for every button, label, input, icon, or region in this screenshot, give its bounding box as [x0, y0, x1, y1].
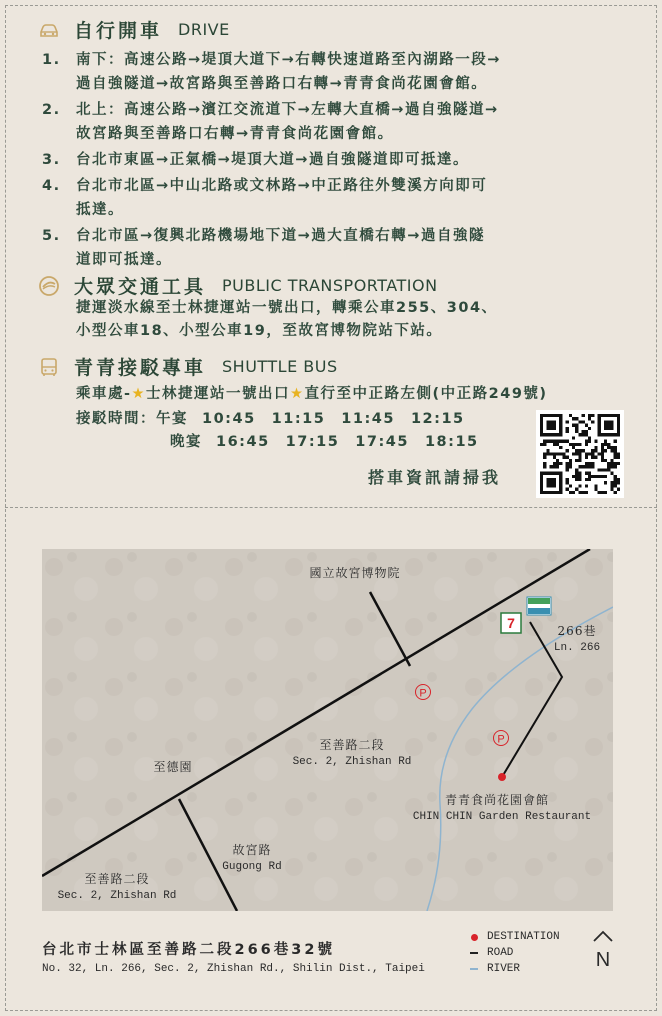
- north-label: N: [595, 949, 611, 971]
- drive-title-en: DRIVE: [178, 20, 230, 39]
- dinner-times-line: [170, 430, 479, 451]
- map-label-zhishan-zh: 至善路二段: [319, 738, 385, 752]
- drive-title-zh: 自行開車: [74, 20, 163, 42]
- direction-line: 南下：高速公路→堤頂大道下→右轉快速道路至內湖路一段→: [76, 52, 501, 68]
- map-label-lane-en: Ln. 266: [553, 642, 601, 654]
- qr-code[interactable]: [536, 410, 624, 498]
- road-line-icon: [470, 952, 478, 954]
- store-label: 7: [507, 615, 515, 631]
- item-number: 1.: [42, 52, 61, 68]
- direction-line: 故宮路與至善路口右轉→青青食尚花園會館。: [76, 126, 394, 142]
- pickup-place: 士林捷運站一號出口: [146, 386, 291, 402]
- lunch-label: 午宴: [156, 411, 188, 427]
- map-label-zhishan2-zh: 至善路二段: [84, 872, 150, 886]
- map-label-gugong-zh: 故宮路: [232, 843, 272, 857]
- map-roads: [42, 549, 613, 911]
- parking-icon: P: [497, 733, 505, 746]
- shuttle-header: [38, 353, 338, 380]
- address-zh: 台北市士林區至善路二段266巷32號: [42, 942, 335, 958]
- river-line-icon: [470, 968, 478, 970]
- dinner-times: 16:45 17:15 17:45 18:15: [216, 434, 479, 450]
- transport-line: 小型公車18、小型公車19，至故宮博物院站下站。: [76, 323, 443, 339]
- bus-icon: [38, 356, 60, 378]
- destination-marker: [498, 773, 506, 781]
- legend-road: [461, 945, 560, 961]
- star-icon: ★: [290, 386, 305, 402]
- public-transport-text: [76, 297, 498, 343]
- public-transport-title-en: PUBLIC TRANSPORTATION: [222, 276, 438, 295]
- car-icon: [38, 19, 60, 41]
- times-label: 接駁時間：: [76, 411, 156, 427]
- direction-line: 抵達。: [76, 202, 124, 218]
- map-legend: [461, 929, 560, 977]
- map-label-museum: 國立故宮博物院: [309, 566, 401, 580]
- lunch-times-line: [76, 407, 465, 428]
- public-transport-header: [38, 272, 438, 299]
- drive-header: [38, 16, 230, 43]
- destination-dot-icon: [471, 934, 478, 941]
- address-en: No. 32, Ln. 266, Sec. 2, Zhishan Rd., Shilin Dist., Taipei: [42, 963, 425, 975]
- direction-line: 台北市區→復興北路機場地下道→過大直橋右轉→過自強隧: [76, 228, 485, 244]
- list-item: [42, 224, 602, 272]
- section-divider: [5, 507, 657, 508]
- star-icon: ★: [131, 386, 147, 402]
- metro-icon: [38, 275, 60, 297]
- parking-icon: P: [419, 687, 427, 700]
- legend-destination-label: DESTINATION: [487, 931, 560, 943]
- pickup-suffix: 直行至中正路左側(中正路249號): [304, 386, 548, 402]
- item-number: 2.: [42, 102, 61, 118]
- direction-line: 道即可抵達。: [76, 252, 172, 268]
- direction-line: 台北市北區→中山北路或文林路→中正路往外雙溪方向即可: [76, 178, 488, 194]
- transport-line: 捷運淡水線至士林捷運站一號出口，轉乘公車255、304、: [76, 300, 498, 316]
- list-item: [42, 174, 602, 222]
- list-item: [42, 148, 602, 172]
- map-label-zhishan2-en: Sec. 2, Zhishan Rd: [57, 890, 177, 902]
- north-arrow-icon: [590, 929, 616, 943]
- item-number: 3.: [42, 152, 61, 168]
- map-label-zhishan-en: Sec. 2, Zhishan Rd: [292, 756, 412, 768]
- direction-line: 台北市東區→正氣橋→堤頂大道→過自強隧道即可抵達。: [76, 152, 469, 168]
- shuttle-title-en: SHUTTLE BUS: [222, 357, 338, 376]
- map-label-lane-zh: 266巷: [557, 624, 597, 638]
- pickup-prefix: 乘車處-: [76, 386, 132, 402]
- direction-line: 過自強隧道→故宮路與至善路口右轉→青青食尚花園會館。: [76, 76, 488, 92]
- lunch-times: 10:45 11:15 11:45 12:15: [202, 411, 465, 427]
- map-label-garden: 至德園: [153, 760, 193, 774]
- map-label-gugong-en: Gugong Rd: [222, 861, 282, 873]
- qr-caption: 搭車資訊請掃我: [368, 468, 502, 487]
- shuttle-title-zh: 青青接駁專車: [74, 357, 207, 379]
- map-label-destination-zh: 青青食尚花園會館: [444, 793, 549, 807]
- item-number: 4.: [42, 178, 61, 194]
- list-item: [42, 98, 602, 146]
- pickup-line: [76, 382, 548, 403]
- location-map: [42, 549, 613, 911]
- map-label-destination-en: CHIN CHIN Garden Restaurant: [412, 811, 592, 823]
- drive-directions-list: [42, 48, 602, 274]
- legend-destination: [461, 929, 560, 945]
- public-transport-title-zh: 大眾交通工具: [74, 276, 207, 298]
- legend-river-label: RIVER: [487, 963, 521, 975]
- item-number: 5.: [42, 228, 61, 244]
- north-arrow: [590, 928, 616, 971]
- dinner-label: 晚宴: [170, 434, 202, 450]
- legend-river: [461, 961, 560, 977]
- direction-line: 北上：高速公路→濱江交流道下→左轉大直橋→過自強隧道→: [76, 102, 499, 118]
- list-item: [42, 48, 602, 96]
- legend-road-label: ROAD: [487, 947, 514, 959]
